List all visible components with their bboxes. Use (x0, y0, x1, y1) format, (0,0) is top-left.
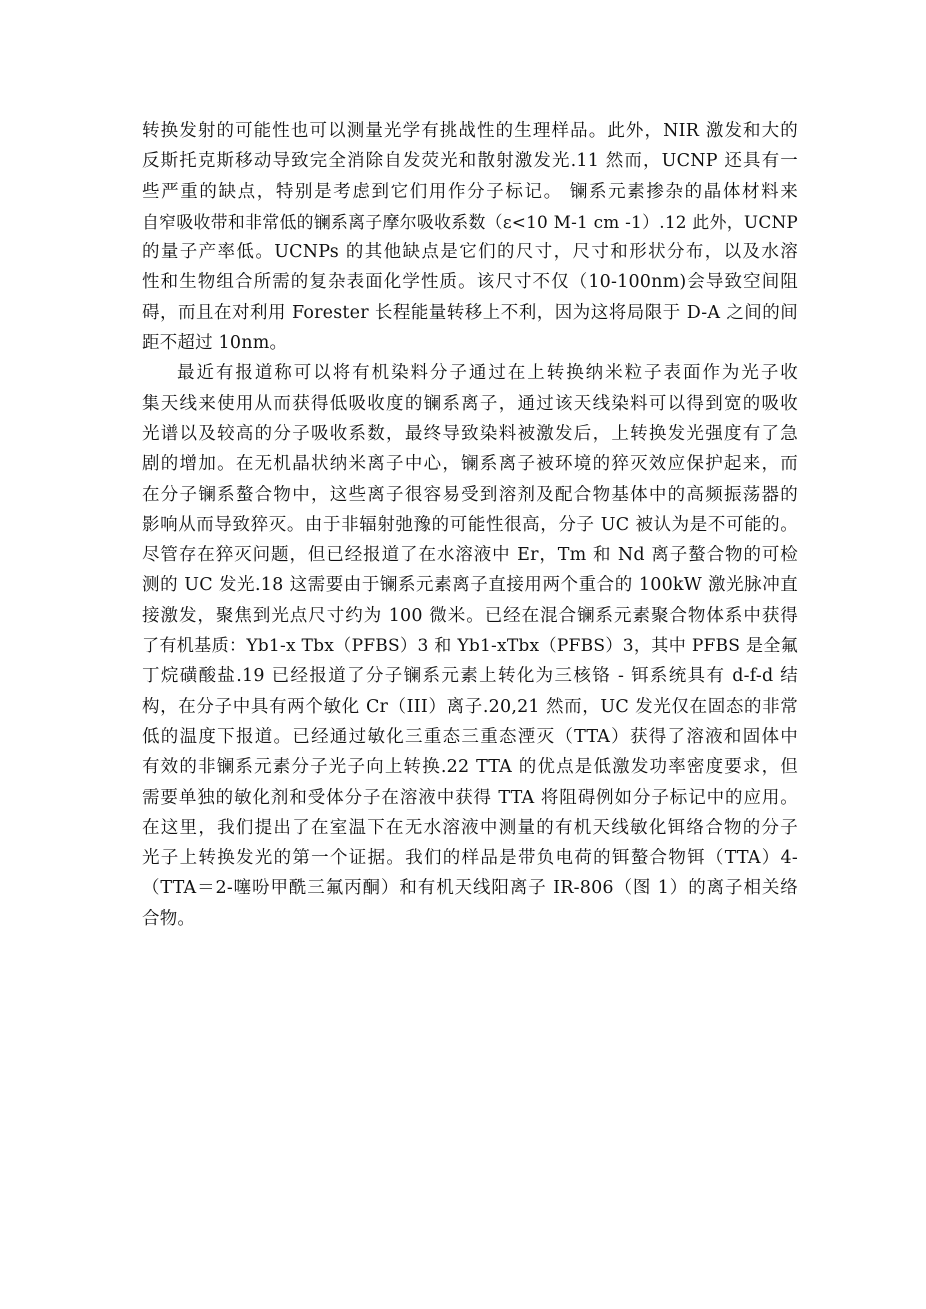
paragraph-2-line-10: 了有机基质：Yb1-x Tbx（PFBS）3 和 Yb1-xTbx（PFBS）3，其中 PFBS 是全氟 (142, 636, 798, 657)
paragraph-1-line-1: 转换发射的可能性也可以测量光学有挑战性的生理样品。此外，NIR 激发和大的 (142, 121, 798, 141)
paragraph-2-line-5: 在分子镧系螯合物中，这些离子很容易受到溶剂及配合物基体中的高频振荡器的 (142, 484, 798, 505)
paragraph-2-line-15: 需要单独的敏化剂和受体分子在溶液中获得 TTA 将阻碍例如分子标记中的应用。 (142, 787, 798, 808)
paragraph-2-line-9: 接激发，聚焦到光点尺寸约为 100 微米。已经在混合镧系元素聚合物体系中获得 (142, 605, 798, 626)
paragraph-2-line-7: 尽管存在猝灭问题，但已经报道了在水溶液中 Er，Tm 和 Nd 离子螯合物的可检 (142, 545, 798, 566)
paragraph-2-line-6: 影响从而导致猝灭。由于非辐射弛豫的可能性很高，分子 UC 被认为是不可能的。 (142, 514, 798, 535)
paragraph-2-line-14: 有效的非镧系元素分子光子向上转换.22 TTA 的优点是低激发功率密度要求，但 (142, 757, 798, 778)
paragraph-2-line-8: 测的 UC 发光.18 这需要由于镧系元素离子直接用两个重合的 100kW 激光脉冲直 (142, 575, 798, 596)
paragraph-2-line-17: 光子上转换发光的第一个证据。我们的样品是带负电荷的铒螯合物铒（TTA）4- (142, 848, 798, 869)
paragraph-2-line-12: 构，在分子中具有两个敏化 Cr（III）离子.20,21 然而，UC 发光仅在固态的非常 (142, 696, 798, 717)
paragraph-2-line-18: （TTA＝2-噻吩甲酰三氟丙酮）和有机天线阳离子 IR-806（图 1）的离子相关络 (142, 878, 798, 899)
body-text (142, 116, 798, 934)
paragraph-2-line-1: 最近有报道称可以将有机染料分子通过在上转换纳米粒子表面作为光子收 (177, 363, 798, 384)
paragraph-1-line-4: 自窄吸收带和非常低的镧系离子摩尔吸收系数（ε<10 M-1 cm -1）.12 此外，UCNP (142, 211, 798, 232)
paragraph-2-line-19: 合物。 (142, 908, 196, 929)
paragraph-2-line-16: 在这里，我们提出了在室温下在无水溶液中测量的有机天线敏化铒络合物的分子 (142, 817, 798, 838)
paragraph-1-line-7: 碍，而且在对利用 Forester 长程能量转移上不利，因为这将局限于 D-A 之间的间 (142, 302, 798, 323)
paragraph-2-line-13: 低的温度下报道。已经通过敏化三重态三重态湮灭（TTA）获得了溶液和固体中 (142, 726, 798, 747)
paragraph-1-line-6: 性和生物组合所需的复杂表面化学性质。该尺寸不仅（10-100nm)会导致空间阻 (142, 272, 798, 293)
paragraph-2-line-11: 丁烷磺酸盐.19 已经报道了分子镧系元素上转化为三核铬 - 铒系统具有 d-f-d 结 (142, 666, 798, 687)
paragraph-1-line-5: 的量子产率低。UCNPs 的其他缺点是它们的尺寸，尺寸和形状分布，以及水溶 (142, 242, 798, 263)
paragraph-1-line-3: 些严重的缺点，特别是考虑到它们用作分子标记。 镧系元素掺杂的晶体材料来 (142, 181, 798, 202)
paragraph-1-line-8: 距不超过 10nm。 (142, 333, 288, 354)
paragraph-2-line-2: 集天线来使用从而获得低吸收度的镧系离子，通过该天线染料可以得到宽的吸收 (142, 393, 798, 414)
paragraph-2-line-4: 剧的增加。在无机晶状纳米离子中心，镧系离子被环境的猝灭效应保护起来，而 (142, 454, 798, 475)
paragraph-2-line-3: 光谱以及较高的分子吸收系数，最终导致染料被激发后，上转换发光强度有了急 (142, 423, 798, 444)
paragraph-1-line-2: 反斯托克斯移动导致完全消除自发荧光和散射激发光.11 然而，UCNP 还具有一 (142, 151, 798, 172)
